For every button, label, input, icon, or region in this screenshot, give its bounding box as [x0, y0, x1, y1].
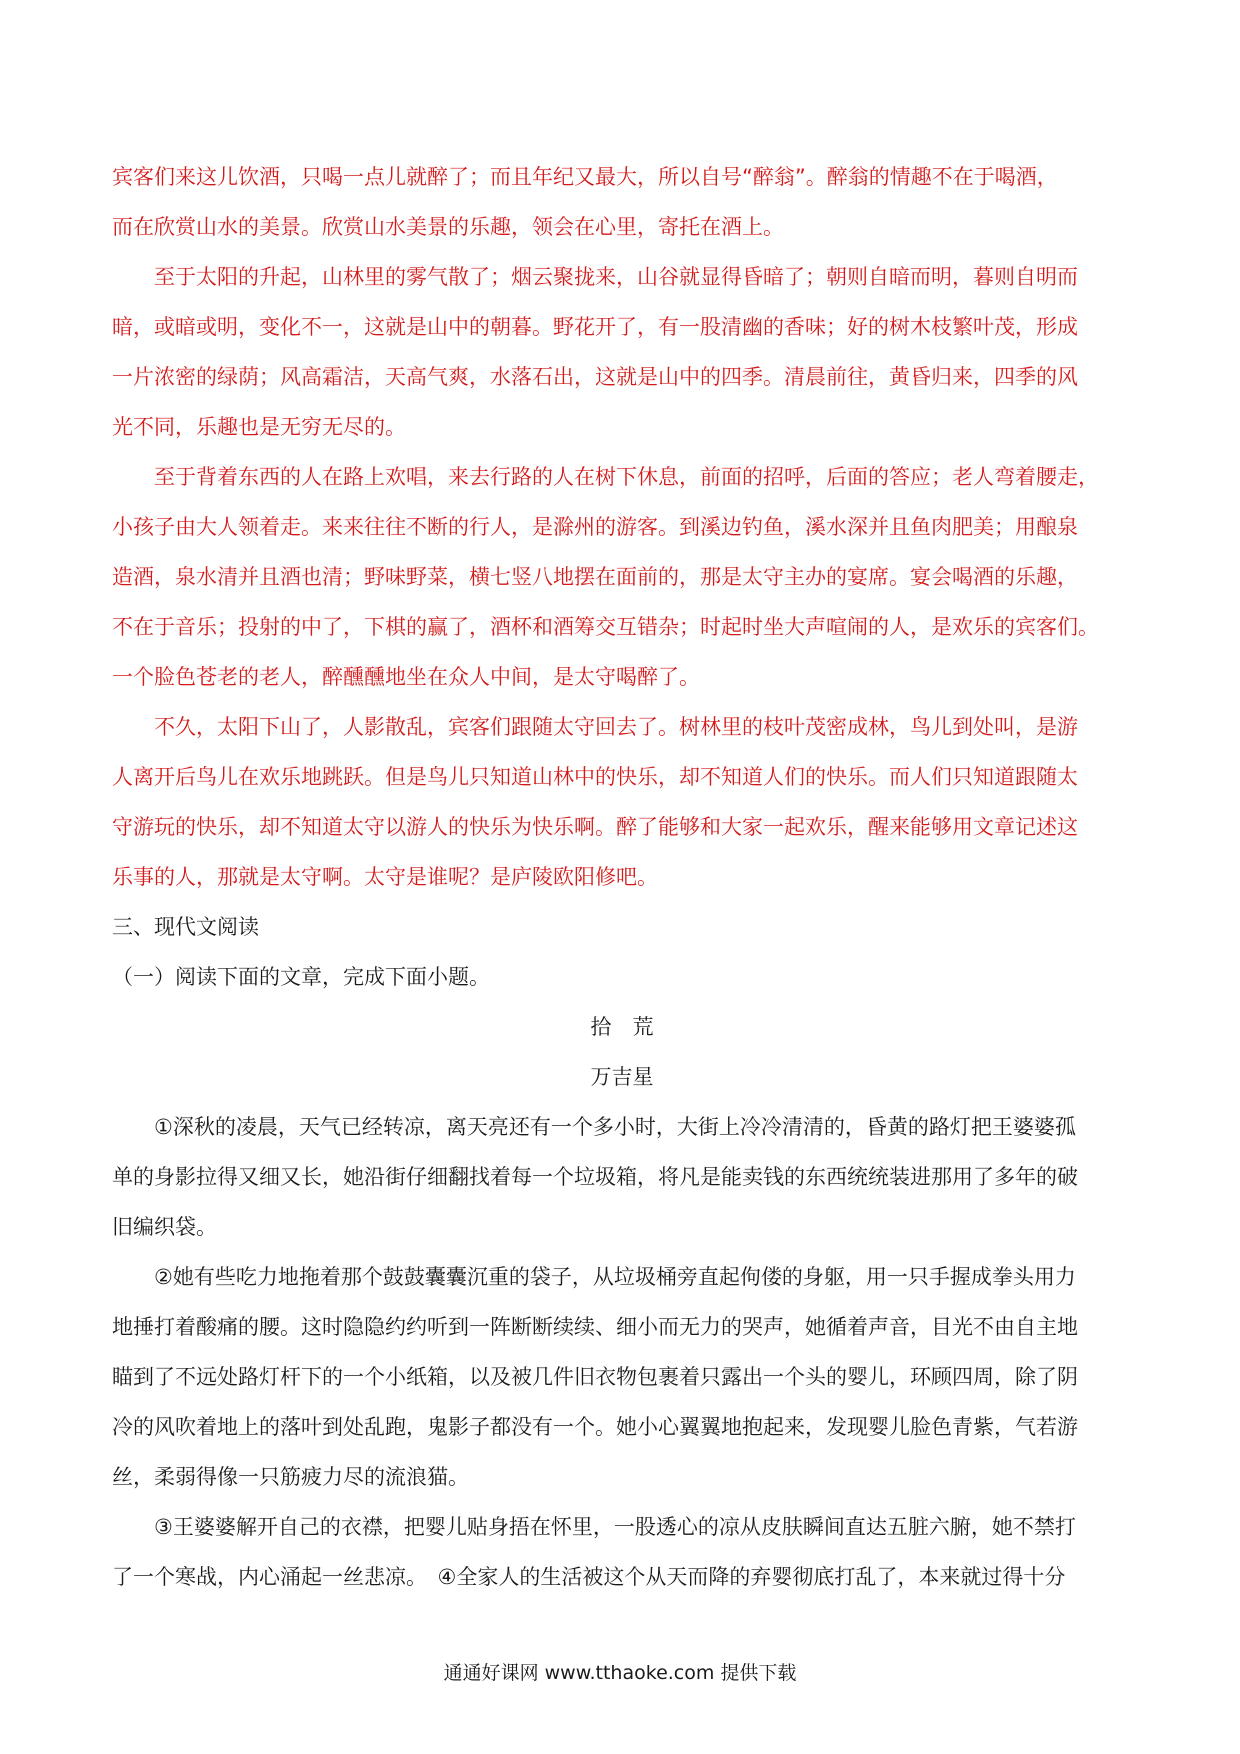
translation-line: 一个脸色苍老的老人，醉醺醺地坐在众人中间，是太守喝醉了。 — [112, 665, 700, 689]
article-line: 旧编织袋。 — [112, 1215, 217, 1239]
translation-line: 守游玩的快乐，却不知道太守以游人的快乐为快乐啊。醉了能够和大家一起欢乐，醒来能够用文章记述这 — [112, 815, 1078, 839]
article-line: 了一个寒战，内心涌起一丝悲凉。 ④全家人的生活被这个从天而降的弃婴彻底打乱了，本来就过得十分 — [112, 1565, 1066, 1589]
translation-line: 宾客们来这儿饮酒，只喝一点儿就醉了；而且年纪又最大，所以自号“醉翁”。醉翁的情趣不在于喝酒， — [112, 165, 1058, 189]
translation-line: 人离开后鸟儿在欢乐地跳跃。但是鸟儿只知道山林中的快乐，却不知道人们的快乐。而人们只知道跟随太 — [112, 765, 1078, 789]
translation-line: 小孩子由大人领着走。来来往往不断的行人，是滁州的游客。到溪边钓鱼，溪水深并且鱼肉肥美；用酿泉 — [112, 515, 1078, 539]
article-line: ③王婆婆解开自己的衣襟，把婴儿贴身捂在怀里，一股透心的凉从皮肤瞬间直达五脏六腑，她不禁打 — [154, 1515, 1076, 1539]
translation-line: 不久，太阳下山了，人影散乱，宾客们跟随太守回去了。树林里的枝叶茂密成林，鸟儿到处叫，是游 — [154, 715, 1078, 739]
article-body — [112, 1102, 1132, 1602]
article-line: 瞄到了不远处路灯杆下的一个小纸箱，以及被几件旧衣物包裹着只露出一个头的婴儿，环顾四周，除了阴 — [112, 1365, 1078, 1389]
translation-line: 造酒，泉水清并且酒也清；野味野菜，横七竖八地摆在面前的，那是太守主办的宴席。宴会喝酒的乐趣， — [112, 565, 1078, 589]
translation-line: 至于背着东西的人在路上欢唱，来去行路的人在树下休息，前面的招呼，后面的答应；老人弯着腰走， — [154, 465, 1099, 489]
document-page — [112, 152, 1132, 1602]
sub-heading: （一）阅读下面的文章，完成下面小题。 — [112, 965, 490, 989]
translation-line: 至于太阳的升起，山林里的雾气散了；烟云聚拢来，山谷就显得昏暗了；朝则自暗而明，暮则自明而 — [154, 265, 1078, 289]
article-author: 万吉星 — [590, 1065, 654, 1089]
article-title: 拾 荒 — [590, 1015, 654, 1039]
translation-line: 一片浓密的绿荫；风高霜洁，天高气爽，水落石出，这就是山中的四季。清晨前往，黄昏归来，四季的风 — [112, 365, 1078, 389]
translation-line: 乐事的人，那就是太守啊。太守是谁呢？是庐陵欧阳修吧。 — [112, 865, 658, 889]
article-line: 冷的风吹着地上的落叶到处乱跑，鬼影子都没有一个。她小心翼翼地抱起来，发现婴儿脸色青紫，气若游 — [112, 1415, 1078, 1439]
article-line: 地捶打着酸痛的腰。这时隐隐约约听到一阵断断续续、细小而无力的哭声，她循着声音，目光不由自主地 — [112, 1315, 1078, 1339]
translation-line: 暗，或暗或明，变化不一，这就是山中的朝暮。野花开了，有一股清幽的香味；好的树木枝繁叶茂，形成 — [112, 315, 1078, 339]
translation-line: 而在欣赏山水的美景。欣赏山水美景的乐趣，领会在心里，寄托在酒上。 — [112, 215, 784, 239]
translation-block — [112, 152, 1132, 902]
section-heading: 三、现代文阅读 — [112, 915, 259, 939]
translation-line: 不在于音乐；投射的中了，下棋的赢了，酒杯和酒筹交互错杂；时起时坐大声喧闹的人，是欢乐的宾客们。 — [112, 615, 1099, 639]
article-line: ①深秋的凌晨，天气已经转凉，离天亮还有一个多小时，大街上冷冷清清的，昏黄的路灯把王婆婆孤 — [154, 1115, 1076, 1139]
article-line: 丝，柔弱得像一只筋疲力尽的流浪猫。 — [112, 1465, 469, 1489]
page-footer: 通通好课网 www.tthaoke.com 提供下载 — [443, 1662, 797, 1684]
article-line: ②她有些吃力地拖着那个鼓鼓囊囊沉重的袋子，从垃圾桶旁直起佝偻的身躯，用一只手握成拳头用力 — [154, 1265, 1076, 1289]
article-line: 单的身影拉得又细又长，她沿街仔细翻找着每一个垃圾箱，将凡是能卖钱的东西统统装进那用了多年的破 — [112, 1165, 1078, 1189]
translation-line: 光不同，乐趣也是无穷无尽的。 — [112, 415, 406, 439]
